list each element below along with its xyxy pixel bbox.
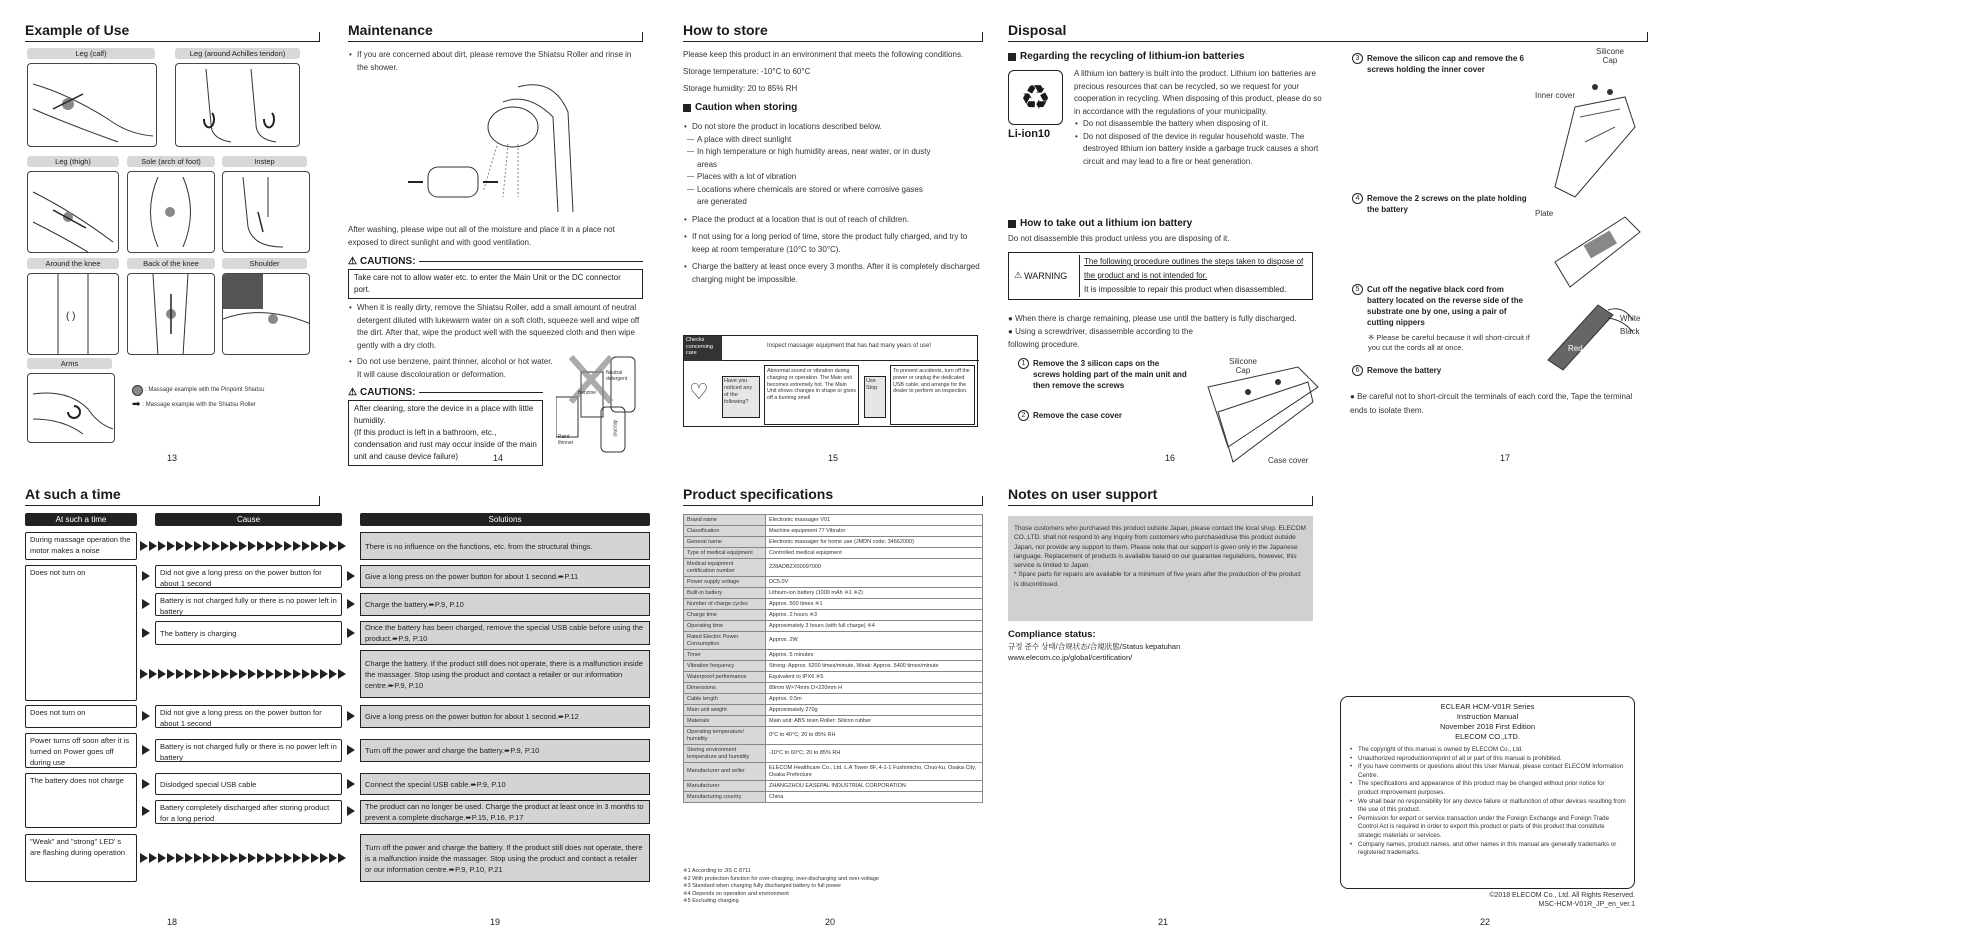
solution-turn-off-charge: Turn off the power and charge the battery.➨P.9, P.10 bbox=[360, 739, 650, 762]
inner-cover-label: Inner cover bbox=[1535, 91, 1576, 100]
warning-triangle-icon: ⚠ bbox=[1014, 270, 1023, 280]
spec-row bbox=[684, 548, 983, 559]
spec-value: Electronic massager for home use (JMDN code: 34662000) bbox=[766, 537, 983, 548]
legend-pinpoint: : Massage example with the Pinpoint Shiatsu bbox=[132, 385, 264, 396]
colophon-bullet: • Permission for export or service transaction under the Foreign Exchange and Foreign Trade Control Act is required in order to export this product or parts of this product that constitute strategic materials or services. bbox=[1349, 815, 1626, 841]
spec-footnote: ※3 Standard when charging fully discharged battery to full power bbox=[683, 883, 842, 889]
caution-box-1: Take care not to allow water etc. to enter the Main Unit or the DC connector port. bbox=[348, 269, 643, 299]
case-cover-label: Case cover bbox=[1268, 456, 1309, 465]
solution-malfunction: Charge the battery. If the product still does not operate, there is a malfunction inside the massager. Stop using the product and contact a retailer or our information centre.➨P.9, P.10 bbox=[360, 650, 650, 698]
after-wash-text: After washing, please wipe out all of the moisture and place it in a place not exposed to direct sunlight and with good ventilation. bbox=[348, 225, 615, 247]
spec-key: Medical equipment certification number bbox=[684, 559, 766, 577]
spec-value: ZHANGZHOU EASEPAL INDUSTRIAL CORPORATION bbox=[766, 781, 983, 792]
spec-key: Brand name bbox=[684, 515, 766, 526]
solution-connect-cable: Connect the special USB cable.➨P.9, P.10 bbox=[360, 773, 650, 795]
page-number: 20 bbox=[825, 917, 836, 927]
take-out-intro: Do not disassemble this product unless you are disposing of it. bbox=[1008, 234, 1230, 243]
caution-storing-heading: Caution when storing bbox=[683, 102, 797, 113]
page-number: 16 bbox=[1165, 453, 1176, 463]
label-around-knee: Around the knee bbox=[27, 258, 119, 269]
pages-18-19 bbox=[25, 486, 655, 931]
colophon-bullet: • The copyright of this manual is owned by ELECOM Co., Ltd. bbox=[1349, 746, 1626, 755]
shoulder-illustration bbox=[222, 273, 310, 355]
arrow-row bbox=[140, 669, 355, 679]
store-temp: Storage temperature: -10°C to 60°C bbox=[683, 67, 811, 76]
spec-key: Number of charge cycles bbox=[684, 599, 766, 610]
when-power-off: Power turns off soon after it is turned on Power goes off during use bbox=[25, 733, 137, 768]
spec-value: Approx. 5 minutes bbox=[766, 650, 983, 661]
label-leg-calf: Leg (calf) bbox=[27, 48, 155, 59]
colophon-bullet: • Company names, product names, and other names in this manual are generally trademarks or registered trademarks. bbox=[1349, 841, 1626, 858]
disposal-title: Disposal bbox=[1008, 22, 1648, 42]
calf-illustration bbox=[27, 63, 157, 147]
when-motor-noise: During massage operation the motor makes a noise bbox=[25, 532, 137, 560]
arrow-row bbox=[140, 541, 355, 551]
spec-key: Operating temperature/ humidity bbox=[684, 727, 766, 745]
red-label: Red bbox=[1568, 344, 1583, 353]
spec-row bbox=[684, 745, 983, 763]
warning-text: The following procedure outlines the steps taken to dispose of the product and is not intended for. It is impossible to repair this product when disassembled. bbox=[1079, 255, 1309, 297]
colophon-box bbox=[1340, 696, 1635, 889]
arms-illustration bbox=[27, 373, 115, 443]
colophon-bullet: • The specifications and appearance of this product may be changed without prior notice for product improvement purposes. bbox=[1349, 780, 1626, 797]
spec-key: Manufacturing country bbox=[684, 792, 766, 803]
spec-key: Built-in battery bbox=[684, 588, 766, 599]
checks-question: Have you noticed any of the following? bbox=[722, 376, 760, 418]
warning-box bbox=[1008, 252, 1313, 300]
spec-key: Classification bbox=[684, 526, 766, 537]
cord-illustration bbox=[1538, 290, 1648, 375]
spec-row bbox=[684, 599, 983, 610]
caution-heading-1: ⚠ CAUTIONS: bbox=[348, 256, 643, 267]
step-2: 2 Remove the case cover bbox=[1018, 410, 1188, 421]
case-illustration bbox=[1188, 357, 1328, 472]
spec-value: Approx. 2W bbox=[766, 632, 983, 650]
spec-row bbox=[684, 792, 983, 803]
inner-cover-illustration bbox=[1535, 47, 1645, 207]
spec-key: Manufacturer bbox=[684, 781, 766, 792]
black-label: Black bbox=[1620, 327, 1640, 336]
discharge-note: ● When there is charge remaining, please use until the battery is fully discharged. bbox=[1008, 314, 1297, 323]
page-21 bbox=[1008, 486, 1313, 931]
solution-led-flashing: Turn off the power and charge the battery. If the product still does not operate, there is a malfunction inside the massager. Stop using the product and contact a retailer or our information centre.➨P.9, P.10, P.21 bbox=[360, 834, 650, 882]
spec-footnote: ※2 With protection function for over-charging, over-discharging and over-voltage bbox=[683, 875, 879, 882]
spec-key: Operating time bbox=[684, 621, 766, 632]
step-1: 1 Remove the 3 silicon caps on the screws holding part of the main unit and then remove the screws bbox=[1018, 358, 1188, 391]
spec-row bbox=[684, 716, 983, 727]
example-of-use-title: Example of Use bbox=[25, 22, 320, 42]
spec-key: Storing environment temperature and humidity bbox=[684, 745, 766, 763]
spec-value: Approximately 270g bbox=[766, 705, 983, 716]
spec-row bbox=[684, 526, 983, 537]
recycle-text: A lithium ion battery is built into the product. Lithium ion batteries are precious resources that can be recycled, so we request for your cooperation in recycling. When disposing of this product, please do so in accordance with the regulations of your municipality. • Do not disassemble the battery when disposing of it. • Do not disposed of the device in regular household waste. The destroyed lithium ion battery inside a garbage truck causes a short circuit and may lead to a fire or heat generation. bbox=[1074, 68, 1326, 168]
page-14 bbox=[348, 22, 643, 462]
instep-illustration bbox=[222, 171, 310, 253]
spec-row bbox=[684, 588, 983, 599]
dirty-bullet: • When it is really dirty, remove the Shiatsu Roller, add a small amount of neutral detergent diluted with lukewarm water on a soft cloth, squeeze well and wipe off the dirt. After that, wipe the product well with the squeezed cloth and then wipe gently with a dry cloth. bbox=[348, 302, 643, 352]
spec-key: Cable length bbox=[684, 694, 766, 705]
bottle-alcohol-label: Alcohol bbox=[611, 420, 618, 437]
label-back-of-knee: Back of the knee bbox=[127, 258, 215, 269]
maintenance-intro: • If you are concerned about dirt, please remove the Shiatsu Roller and rinse in the shower. bbox=[348, 49, 643, 74]
bottle-benzine-label: Benzine bbox=[578, 390, 597, 396]
cause-not-charged: Battery is not charged fully or there is no power left in battery bbox=[155, 593, 342, 616]
store-list: • Do not store the product in locations described below. — A place with direct sunlight — In high temperature or high humidity areas, near water, or in dusty areas — Places with a lot of vibration — Locations where chemicals are stored or where corrosive gases are generated • Place the product at a location that is out of reach of children. • If not using for a long period of time, store the product fully charged, and try to keep at room temperature (10°C to 30°C). • Charge the battery at least once every 3 months. After it is completely discharged charging might be impossible. bbox=[683, 121, 983, 286]
page-13 bbox=[25, 22, 320, 462]
spec-footnote: ※5 Excluding charging bbox=[683, 898, 739, 904]
pinpoint-icon bbox=[132, 385, 143, 396]
roller-arrow-icon: ➡ bbox=[132, 399, 141, 410]
spec-row bbox=[684, 632, 983, 650]
spec-value: Controlled medical equipment bbox=[766, 548, 983, 559]
page-17 bbox=[1350, 22, 1650, 462]
spec-row bbox=[684, 672, 983, 683]
store-humidity: Storage humidity: 20 to 85% RH bbox=[683, 84, 798, 93]
spec-key: Materials bbox=[684, 716, 766, 727]
spec-key: Timer bbox=[684, 650, 766, 661]
spec-row bbox=[684, 537, 983, 548]
label-shoulder: Shoulder bbox=[222, 258, 307, 269]
final-note: ● Be careful not to short-circuit the terminals of each cord the, Tape the terminal ends to isolate them. bbox=[1350, 392, 1633, 415]
spec-key: General name bbox=[684, 537, 766, 548]
page-number: 22 bbox=[1480, 917, 1491, 927]
silicone-cap-label: Silicone Cap bbox=[1228, 357, 1257, 375]
spec-row bbox=[684, 763, 983, 781]
compliance-text: 규정 준수 상태/合规状态/合規狀態/Status kepatuhan bbox=[1008, 642, 1181, 651]
li-ion-label: Li-ion10 bbox=[1008, 128, 1051, 140]
benzene-bullet: • Do not use benzene, paint thinner, alcohol or hot water. It will cause discolouration or deformation. bbox=[348, 356, 578, 381]
spec-value: DC5.0V bbox=[766, 577, 983, 588]
step-5: 5 Cut off the negative black cord from battery located on the reverse side of the substrate one by one, using a pair of cutting nippers bbox=[1352, 284, 1532, 328]
checks-heading: Inspect massager equipment that has had many years of use! bbox=[766, 343, 932, 349]
colophon-list bbox=[1349, 746, 1626, 858]
solution-no-longer-usable: The product can no longer be used. Charge the product at least once in 3 months to prevent a complete discharge.➨P.15, P.16, P.17 bbox=[360, 800, 650, 824]
spec-value: Main unit: ABS resin Roller: Silicon rubber bbox=[766, 716, 983, 727]
spec-key: Vibration frequency bbox=[684, 661, 766, 672]
caution-heading-2: ⚠ CAUTIONS: bbox=[348, 387, 543, 398]
arrow-row bbox=[140, 853, 355, 863]
spec-value: Strong: Approx. 6200 times/minute, Weak: Approx. 5400 times/minute bbox=[766, 661, 983, 672]
recycle-heading: Regarding the recycling of lithium-ion batteries bbox=[1008, 51, 1244, 62]
page-20 bbox=[683, 486, 983, 931]
col-header-when: At such a time bbox=[25, 513, 137, 526]
sole-illustration bbox=[127, 171, 215, 253]
page-number: 13 bbox=[167, 453, 178, 463]
silicone-cap-label: Silicone Cap bbox=[1595, 47, 1624, 65]
svg-text:( ): ( ) bbox=[66, 311, 76, 322]
checks-use-stop: Use Stop bbox=[864, 376, 886, 418]
bottle-neutral-label: Neutral detergent bbox=[606, 370, 628, 382]
page-16 bbox=[1008, 22, 1328, 465]
spec-key: Type of medical equipment bbox=[684, 548, 766, 559]
spec-value: Lithium-ion battery (1000 mAh ※1 ※2) bbox=[766, 588, 983, 599]
when-does-not-turn-on: Does not turn on bbox=[25, 565, 137, 701]
spec-value: Approx. 2 hours ※3 bbox=[766, 610, 983, 621]
page-22 bbox=[1340, 486, 1650, 931]
colophon-bullet: • If you have comments or questions about this User Manual, please contact ELECOM Information Centre. bbox=[1349, 763, 1626, 780]
checks-action: To prevent accidents, turn off the power or unplug the dedicated USB cable, and arrange for the dealer to perform an inspection. bbox=[890, 365, 975, 425]
spec-row bbox=[684, 694, 983, 705]
bottles-illustration bbox=[556, 352, 646, 462]
maintenance-title: Maintenance bbox=[348, 22, 643, 42]
cause-dislodged-cable: Dislodged special USB cable bbox=[155, 773, 342, 795]
when-led-flashing: "Weak" and "strong" LED' s are flashing during operation bbox=[25, 834, 137, 882]
knee-illustration bbox=[27, 273, 119, 355]
when-does-not-turn-on-2: Does not turn on bbox=[25, 705, 137, 728]
spec-value: 89mm W×74mm D×220mm H bbox=[766, 683, 983, 694]
colophon-bullet: • Unauthorized reproduction/reprint of all or part of this manual is prohibited. bbox=[1349, 755, 1626, 764]
spec-row bbox=[684, 559, 983, 577]
support-box: Those customers who purchased this product outside Japan, please contact the local shop. ELECOM CO.,LTD. shall not respond to any inquiry from customers who purchased/use this product outside Japan, nor provide any support to them. Please note that our support is given only in the Japanese language. Replacement of products is available based on our guarantee regulations, however, this service is limited to Japan. * Spare parts for repairs are available for a minimum of five years after the production of the product is discontinued. bbox=[1008, 516, 1313, 621]
copyright: ©2018 ELECOM Co., Ltd. All Rights Reserved. bbox=[1489, 892, 1635, 899]
spec-value: Equivalent to IPX6 ※5 bbox=[766, 672, 983, 683]
label-leg-achilles: Leg (around Achilles tendon) bbox=[175, 48, 300, 59]
solution-motor-noise: There is no influence on the functions, etc. from the structural things. bbox=[360, 532, 650, 560]
take-out-heading: How to take out a lithium ion battery bbox=[1008, 218, 1192, 229]
spec-row bbox=[684, 621, 983, 632]
bottle-paint-label: Paint thinner bbox=[558, 434, 574, 446]
spec-value: Machine equipment 77 Vibrator bbox=[766, 526, 983, 537]
spec-key: Rated Electric Power Consumption bbox=[684, 632, 766, 650]
page-number: 21 bbox=[1158, 917, 1169, 927]
spec-row bbox=[684, 515, 983, 526]
plate-illustration bbox=[1535, 202, 1645, 292]
step-5-note: ※ Please be careful because it will short-circuit if you cut the cords all at once. bbox=[1368, 333, 1530, 352]
legend-roller: ➡ : Massage example with the Shiatsu Roller bbox=[132, 399, 256, 410]
spec-value: 0°C to 40°C; 20 to 85% RH bbox=[766, 727, 983, 745]
checks-panel bbox=[683, 335, 978, 427]
solution-remove-cable: Once the battery has been charged, remove the special USB cable before using the product.➨P.9, P.10 bbox=[360, 621, 650, 645]
specs-notes bbox=[683, 868, 983, 906]
recycle-icon: ♻ bbox=[1008, 70, 1063, 125]
colophon-bullet: • We shall bear no responsibility for any device failure or malfunction of other devices resulting from the use of this product. bbox=[1349, 798, 1626, 815]
spec-value: Approximately 3 hours (with full charge) ※4 bbox=[766, 621, 983, 632]
screwdriver-note: ● Using a screwdriver, disassemble according to the following procedure. bbox=[1008, 327, 1193, 349]
spec-footnote: ※4 Depends on operation and environment bbox=[683, 890, 789, 897]
warning-label: ⚠ WARNING bbox=[1014, 270, 1068, 281]
spec-row bbox=[684, 683, 983, 694]
solution-long-press-2: Give a long press on the power button for about 1 second.➨P.12 bbox=[360, 705, 650, 728]
spec-value: ELECOM Healthcare Co., Ltd. L.A Tower 8F, 4-1-1 Fushimicho, Chuo-ku, Osaka City, Osaka Prefecture bbox=[766, 763, 983, 781]
spec-value: Approx. 500 times ※1 bbox=[766, 599, 983, 610]
col-header-cause: Cause bbox=[155, 513, 342, 526]
at-such-a-time-title: At such a time bbox=[25, 486, 320, 506]
shower-illustration bbox=[403, 72, 583, 217]
back-knee-illustration bbox=[127, 273, 215, 355]
spec-key: Charge time bbox=[684, 610, 766, 621]
white-label: White bbox=[1620, 314, 1641, 323]
compliance-url: www.elecom.co.jp/global/certification/ bbox=[1008, 653, 1133, 662]
spec-key: Power supply voltage bbox=[684, 577, 766, 588]
checks-list: Abnormal sound or vibration during charging or operation. The Main unit becomes extremely hot. The Main Unit shows changes in shape or gives off a burning smell bbox=[764, 365, 859, 425]
page-number: 19 bbox=[490, 917, 501, 927]
spec-row bbox=[684, 781, 983, 792]
step-4: 4 Remove the 2 screws on the plate holding the battery bbox=[1352, 193, 1527, 215]
page-number: 17 bbox=[1500, 453, 1511, 463]
thigh-illustration bbox=[27, 171, 119, 253]
how-to-store-title: How to store bbox=[683, 22, 983, 42]
step-6: 6 Remove the battery bbox=[1352, 365, 1527, 376]
cause-not-charged-2: Battery is not charged fully or there is no power left in battery bbox=[155, 739, 342, 762]
page-number: 14 bbox=[493, 453, 504, 463]
spec-value: Electronic massager V01 bbox=[766, 515, 983, 526]
colophon-header: ECLEAR HCM-V01R Series Instruction Manual November 2018 First Edition ELECOM CO.,LTD. bbox=[1439, 702, 1536, 741]
heart-icon: ♡ bbox=[689, 379, 709, 404]
label-sole: Sole (arch of foot) bbox=[127, 156, 215, 167]
label-leg-thigh: Leg (thigh) bbox=[27, 156, 119, 167]
document-code: MSC-HCM-V01R_JP_en_ver.1 bbox=[1538, 901, 1635, 908]
page-number: 15 bbox=[828, 453, 839, 463]
caution-box-2: After cleaning, store the device in a place with little humidity. (If this product is left in a bathroom, etc., condensation and rust may occur inside of the main unit and cause device failure) bbox=[348, 400, 543, 466]
cause-long-press: Did not give a long press on the power button for about 1 second bbox=[155, 565, 342, 588]
spec-row bbox=[684, 705, 983, 716]
achilles-illustration bbox=[175, 63, 300, 147]
label-instep: Instep bbox=[222, 156, 307, 167]
spec-key: Manufacturer and seller bbox=[684, 763, 766, 781]
specs-table bbox=[683, 514, 983, 803]
cause-long-press-2: Did not give a long press on the power button for about 1 second bbox=[155, 705, 342, 728]
cause-charging: The battery is charging bbox=[155, 621, 342, 645]
solution-long-press: Give a long press on the power button for about 1 second.➨P.11 bbox=[360, 565, 650, 588]
spec-value: 228ADBZX00097000 bbox=[766, 559, 983, 577]
spec-value: Approx. 0.5m bbox=[766, 694, 983, 705]
spec-key: Dimensions bbox=[684, 683, 766, 694]
step-3: 3 Remove the silicon cap and remove the 6 screws holding the inner cover bbox=[1352, 53, 1527, 75]
specs-table-wrap bbox=[683, 514, 983, 803]
spec-row bbox=[684, 727, 983, 745]
col-header-solutions: Solutions bbox=[360, 513, 650, 526]
specs-title: Product specifications bbox=[683, 486, 983, 506]
label-arms: Arms bbox=[27, 358, 112, 369]
spec-row bbox=[684, 610, 983, 621]
spec-key: Waterproof performance bbox=[684, 672, 766, 683]
page-15 bbox=[683, 22, 983, 462]
plate-label: Plate bbox=[1535, 209, 1554, 218]
when-battery-not-charge: The battery does not charge bbox=[25, 773, 137, 828]
checks-label: Checks concerning care bbox=[684, 336, 722, 361]
support-title: Notes on user support bbox=[1008, 486, 1313, 506]
spec-value: China bbox=[766, 792, 983, 803]
spec-footnote: ※1 According to JIS C 8711 bbox=[683, 868, 751, 874]
spec-value: -10°C to 60°C; 20 to 85% RH bbox=[766, 745, 983, 763]
spec-row bbox=[684, 661, 983, 672]
page-number: 18 bbox=[167, 917, 178, 927]
spec-row bbox=[684, 577, 983, 588]
warning-triangle-icon: ⚠ bbox=[348, 387, 357, 398]
store-intro: Please keep this product in an environment that meets the following conditions. bbox=[683, 50, 964, 59]
spec-row bbox=[684, 650, 983, 661]
spec-key: Main unit weight bbox=[684, 705, 766, 716]
compliance-title: Compliance status: bbox=[1008, 629, 1096, 640]
cause-discharged: Battery completely discharged after storing product for a long period bbox=[155, 800, 342, 824]
warning-triangle-icon: ⚠ bbox=[348, 256, 357, 267]
solution-charge: Charge the battery.➨P.9, P.10 bbox=[360, 593, 650, 616]
